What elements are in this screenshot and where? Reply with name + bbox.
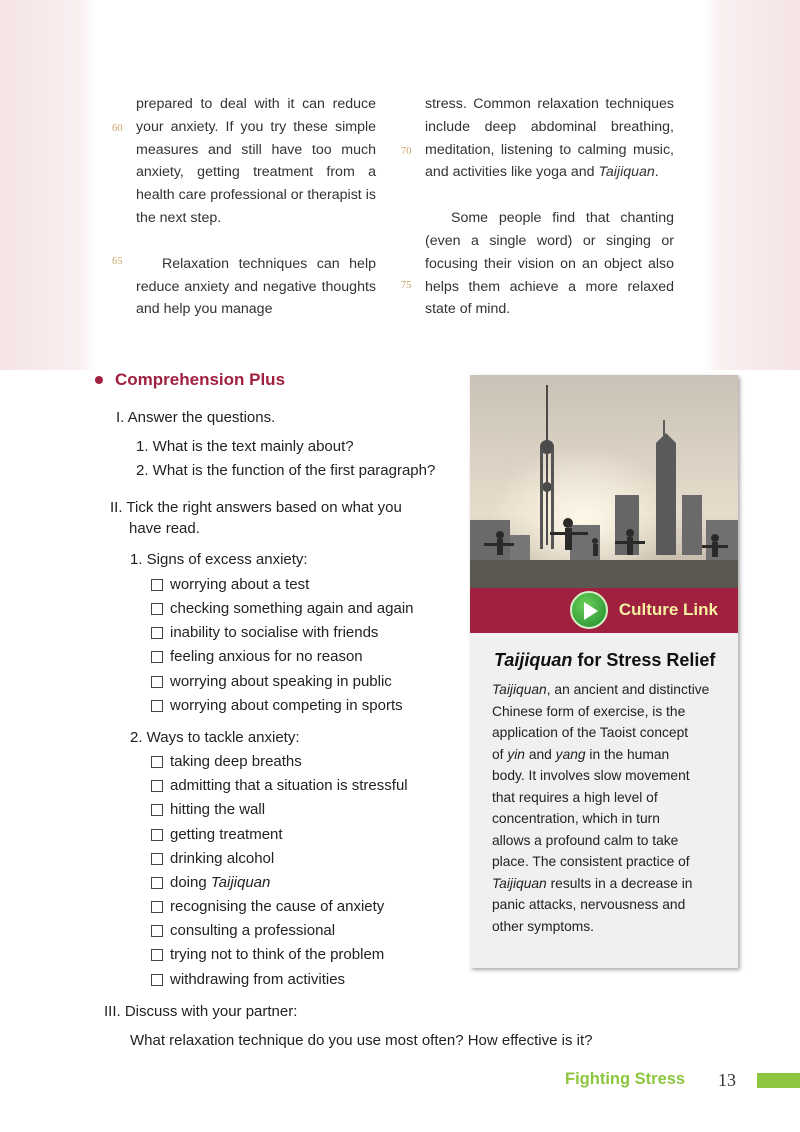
- reading-right-column: [425, 93, 674, 321]
- checkbox-item[interactable]: checking something again and again: [151, 598, 414, 619]
- part1-heading: I. Answer the questions.: [116, 409, 276, 426]
- section-title: Comprehension Plus: [95, 370, 285, 390]
- bullet-icon: [95, 376, 103, 384]
- checkbox-icon[interactable]: [151, 756, 163, 768]
- checkbox-icon[interactable]: [151, 603, 163, 615]
- checkbox-item[interactable]: worrying about a test: [151, 574, 309, 595]
- discussion-question: What relaxation technique do you use most often? How effective is it?: [130, 1032, 593, 1049]
- page-number: 13: [718, 1070, 736, 1090]
- culture-link-body: Taijiquan, an ancient and distinctive Chinese form of exercise, is the application of the Taoist concept of yin and yang in the human body. It involves slow movement that requires a high level of concentration, which in turn allows a profound calm to take place. The consistent practice of Taijiquan results in a decrease in panic attacks, nervousness and other symptoms.: [492, 682, 710, 934]
- checkbox-item[interactable]: consulting a professional: [151, 920, 335, 941]
- line-number-65: 65: [112, 256, 123, 267]
- checkbox-item[interactable]: hitting the wall: [151, 799, 265, 820]
- part2-heading-cont: have read.: [129, 520, 200, 537]
- checkbox-icon[interactable]: [151, 579, 163, 591]
- part3-heading: III. Discuss with your partner:: [104, 1003, 298, 1020]
- checkbox-icon[interactable]: [151, 829, 163, 841]
- checkbox-icon[interactable]: [151, 651, 163, 663]
- checkbox-item[interactable]: doing Taijiquan: [151, 872, 270, 893]
- line-number-75: 75: [401, 280, 412, 291]
- culture-link-card: [470, 375, 738, 968]
- skyline-illustration: [470, 375, 738, 588]
- checkbox-icon[interactable]: [151, 676, 163, 688]
- checkbox-item[interactable]: feeling anxious for no reason: [151, 646, 363, 667]
- checkbox-icon[interactable]: [151, 853, 163, 865]
- subheading-ways: 2. Ways to tackle anxiety:: [130, 729, 300, 746]
- subheading-signs: 1. Signs of excess anxiety:: [130, 551, 308, 568]
- checkbox-item[interactable]: withdrawing from activities: [151, 969, 345, 990]
- reading-paragraph: Relaxation techniques can help reduce anxiety and negative thoughts and help you manage: [136, 255, 376, 318]
- reading-left-column: [136, 93, 376, 321]
- reading-paragraph: prepared to deal with it can reduce your anxiety. If you try these simple measures and still have too much anxiety, getting treatment from a health care professional or therapist is the next step.: [136, 96, 376, 226]
- checkbox-icon[interactable]: [151, 974, 163, 986]
- checkbox-icon[interactable]: [151, 804, 163, 816]
- checkbox-icon[interactable]: [151, 925, 163, 937]
- checkbox-item[interactable]: admitting that a situation is stressful: [151, 775, 408, 796]
- culture-link-title: Taijiquan for Stress Relief: [494, 650, 716, 670]
- checkbox-item[interactable]: trying not to think of the problem: [151, 944, 384, 965]
- checkbox-icon[interactable]: [151, 877, 163, 889]
- footer-unit-title: Fighting Stress: [565, 1070, 686, 1088]
- culture-link-label: Culture Link: [618, 600, 718, 619]
- question-2: 2. What is the function of the first paragraph?: [136, 462, 436, 479]
- line-number-60: 60: [112, 123, 123, 134]
- question-1: 1. What is the text mainly about?: [136, 438, 354, 455]
- checkbox-icon[interactable]: [151, 780, 163, 792]
- checkbox-item[interactable]: taking deep breaths: [151, 751, 302, 772]
- checkbox-item[interactable]: drinking alcohol: [151, 848, 274, 869]
- part2-heading: II. Tick the right answers based on what you: [110, 499, 402, 516]
- checkbox-item[interactable]: getting treatment: [151, 824, 283, 845]
- checkbox-icon[interactable]: [151, 901, 163, 913]
- line-number-70: 70: [401, 146, 412, 157]
- skyline-photo: [470, 375, 738, 588]
- checkbox-item[interactable]: recognising the cause of anxiety: [151, 896, 384, 917]
- checkbox-icon[interactable]: [151, 700, 163, 712]
- culture-link-banner: [470, 588, 738, 633]
- play-arrow-icon: [570, 591, 608, 629]
- checkbox-icon[interactable]: [151, 627, 163, 639]
- checkbox-item[interactable]: worrying about speaking in public: [151, 671, 392, 692]
- checkbox-item[interactable]: inability to socialise with friends: [151, 622, 378, 643]
- reading-paragraph: stress. Common relaxation techniques include deep abdominal breathing, meditation, listening to calming music, and activities like yoga and Taijiquan.: [425, 96, 674, 181]
- checkbox-item[interactable]: worrying about competing in sports: [151, 695, 403, 716]
- footer-accent-bar: [757, 1073, 800, 1088]
- reading-paragraph: Some people find that chanting (even a single word) or singing or focusing their vision on an object also helps them achieve a more relaxed state of mind.: [425, 210, 674, 318]
- page-background-top: [0, 0, 800, 370]
- checkbox-icon[interactable]: [151, 949, 163, 961]
